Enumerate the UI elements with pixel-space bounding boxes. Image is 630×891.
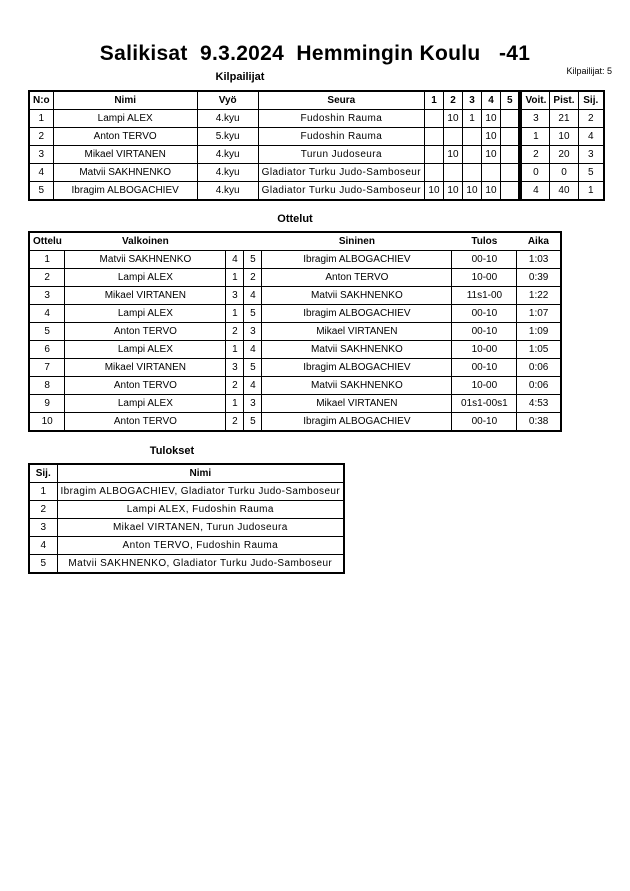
- white-cell: Anton TERVO: [65, 377, 226, 395]
- white-cell: Lampi ALEX: [65, 269, 226, 287]
- round-cell: [481, 164, 500, 182]
- blue-no-cell: 4: [244, 341, 262, 359]
- time-cell: 0:06: [517, 359, 561, 377]
- white-cell: Matvii SAKHNENKO: [65, 251, 226, 269]
- result-row: [29, 537, 344, 555]
- match-row: [29, 323, 561, 341]
- round-cell: 10: [443, 110, 462, 128]
- match-row: [29, 305, 561, 323]
- competitor-row: [29, 182, 519, 201]
- match-no-cell: 2: [29, 269, 65, 287]
- points-cell: 21: [550, 110, 578, 128]
- no-cell: 5: [29, 182, 53, 201]
- result-name-cell: Mikael VIRTANEN, Turun Judoseura: [57, 519, 344, 537]
- place-header: Sij.: [578, 91, 604, 110]
- result-cell: 00-10: [452, 359, 517, 377]
- round-cell: 10: [481, 110, 500, 128]
- match-no-cell: 6: [29, 341, 65, 359]
- name-cell: Mikael VIRTANEN: [53, 146, 197, 164]
- wins-cell: 1: [521, 128, 549, 146]
- place-cell: 2: [578, 110, 604, 128]
- page-title: Salikisat 9.3.2024 Hemmingin Koulu -41: [99, 42, 531, 65]
- match-row: [29, 251, 561, 269]
- match-no-cell: 5: [29, 323, 65, 341]
- wins-cell: 3: [521, 110, 549, 128]
- result-cell: 01s1-00s1: [452, 395, 517, 413]
- club-cell: Fudoshin Rauma: [258, 128, 424, 146]
- place-cell: 5: [29, 555, 57, 574]
- round-header-1: 1: [424, 91, 443, 110]
- result-row: [29, 555, 344, 574]
- white-no-cell: 2: [226, 413, 244, 432]
- blue-no-cell: 2: [244, 269, 262, 287]
- place-cell: 4: [578, 128, 604, 146]
- blue-cell: Matvii SAKHNENKO: [262, 287, 452, 305]
- match-row: [29, 269, 561, 287]
- no-cell: 2: [29, 128, 53, 146]
- white-no-header: [226, 232, 244, 251]
- round-header-3: 3: [462, 91, 481, 110]
- blue-no-cell: 5: [244, 251, 262, 269]
- match-no-cell: 4: [29, 305, 65, 323]
- competitors-header-row: [29, 91, 519, 110]
- time-cell: 4:53: [517, 395, 561, 413]
- blue-cell: Anton TERVO: [262, 269, 452, 287]
- white-cell: Mikael VIRTANEN: [65, 359, 226, 377]
- match-no-cell: 3: [29, 287, 65, 305]
- matches-header-row: [29, 232, 561, 251]
- name-header: Nimi: [53, 91, 197, 110]
- name-cell: Anton TERVO: [53, 128, 197, 146]
- round-cell: [500, 128, 519, 146]
- blue-no-cell: 5: [244, 413, 262, 432]
- competitor-row: [29, 128, 519, 146]
- blue-cell: Ibragim ALBOGACHIEV: [262, 251, 452, 269]
- match-row: [29, 287, 561, 305]
- white-no-cell: 3: [226, 359, 244, 377]
- points-cell: 20: [550, 146, 578, 164]
- club-cell: Fudoshin Rauma: [258, 110, 424, 128]
- match-row: [29, 395, 561, 413]
- competitor-row: [29, 110, 519, 128]
- score-row: [521, 164, 604, 182]
- competitor-row: [29, 164, 519, 182]
- club-header: Seura: [258, 91, 424, 110]
- competitor-row: [29, 146, 519, 164]
- results-section-title: Tulokset: [149, 445, 195, 457]
- round-cell: 10: [481, 128, 500, 146]
- competitors-section-title: Kilpailijat: [215, 71, 265, 83]
- match-row: [29, 359, 561, 377]
- blue-cell: Ibragim ALBOGACHIEV: [262, 359, 452, 377]
- white-no-cell: 3: [226, 287, 244, 305]
- white-cell: Mikael VIRTANEN: [65, 287, 226, 305]
- place-cell: 1: [29, 483, 57, 501]
- blue-cell: Ibragim ALBOGACHIEV: [262, 413, 452, 432]
- result-row: [29, 483, 344, 501]
- competitors-score-table: [520, 90, 605, 201]
- blue-header: Sininen: [262, 232, 452, 251]
- competitors-table: [28, 90, 605, 201]
- blue-no-cell: 3: [244, 395, 262, 413]
- competitors-main-table: [28, 90, 520, 201]
- result-cell: 00-10: [452, 323, 517, 341]
- round-cell: [424, 146, 443, 164]
- score-row: [521, 110, 604, 128]
- blue-no-cell: 5: [244, 305, 262, 323]
- round-header-4: 4: [481, 91, 500, 110]
- points-header: Pist.: [550, 91, 578, 110]
- result-name-cell: Ibragim ALBOGACHIEV, Gladiator Turku Judo-Samboseur: [57, 483, 344, 501]
- time-cell: 1:09: [517, 323, 561, 341]
- wins-cell: 0: [521, 164, 549, 182]
- white-no-cell: 2: [226, 323, 244, 341]
- score-row: [521, 146, 604, 164]
- round-cell: [500, 182, 519, 201]
- results-table: [28, 463, 345, 574]
- white-cell: Lampi ALEX: [65, 395, 226, 413]
- place-cell: 4: [29, 537, 57, 555]
- round-cell: 10: [443, 146, 462, 164]
- time-cell: 1:03: [517, 251, 561, 269]
- white-cell: Anton TERVO: [65, 323, 226, 341]
- no-cell: 4: [29, 164, 53, 182]
- name-cell: Lampi ALEX: [53, 110, 197, 128]
- wins-cell: 4: [521, 182, 549, 201]
- place-cell: 5: [578, 164, 604, 182]
- place-cell: 3: [29, 519, 57, 537]
- wins-header: Voit.: [521, 91, 549, 110]
- round-cell: 1: [462, 110, 481, 128]
- score-row: [521, 182, 604, 201]
- round-cell: [424, 164, 443, 182]
- round-cell: [462, 146, 481, 164]
- round-cell: [443, 128, 462, 146]
- time-cell: 0:06: [517, 377, 561, 395]
- time-cell: 0:39: [517, 269, 561, 287]
- round-cell: [500, 146, 519, 164]
- place-cell: 3: [578, 146, 604, 164]
- time-cell: 1:22: [517, 287, 561, 305]
- round-cell: 10: [481, 146, 500, 164]
- round-cell: [424, 110, 443, 128]
- result-cell: 00-10: [452, 251, 517, 269]
- no-cell: 3: [29, 146, 53, 164]
- result-cell: 11s1-00: [452, 287, 517, 305]
- result-name-cell: Anton TERVO, Fudoshin Rauma: [57, 537, 344, 555]
- white-no-cell: 1: [226, 395, 244, 413]
- belt-cell: 4.kyu: [197, 146, 258, 164]
- round-cell: 10: [424, 182, 443, 201]
- round-cell: [500, 164, 519, 182]
- white-cell: Lampi ALEX: [65, 341, 226, 359]
- belt-cell: 4.kyu: [197, 164, 258, 182]
- result-cell: 10-00: [452, 377, 517, 395]
- white-no-cell: 1: [226, 269, 244, 287]
- results-table-grid: [28, 463, 345, 574]
- round-cell: [462, 164, 481, 182]
- matches-table-grid: [28, 231, 562, 432]
- blue-cell: Matvii SAKHNENKO: [262, 377, 452, 395]
- result-name-cell: Matvii SAKHNENKO, Gladiator Turku Judo-Samboseur: [57, 555, 344, 574]
- result-cell: 00-10: [452, 413, 517, 432]
- time-cell: 0:38: [517, 413, 561, 432]
- time-header: Aika: [517, 232, 561, 251]
- white-header: Valkoinen: [65, 232, 226, 251]
- blue-cell: Ibragim ALBOGACHIEV: [262, 305, 452, 323]
- white-no-cell: 4: [226, 251, 244, 269]
- points-cell: 40: [550, 182, 578, 201]
- points-cell: 10: [550, 128, 578, 146]
- blue-cell: Mikael VIRTANEN: [262, 323, 452, 341]
- belt-cell: 4.kyu: [197, 110, 258, 128]
- round-cell: [424, 128, 443, 146]
- match-no-cell: 10: [29, 413, 65, 432]
- place-cell: 1: [578, 182, 604, 201]
- matches-table: [28, 231, 562, 432]
- blue-no-cell: 4: [244, 287, 262, 305]
- no-cell: 1: [29, 110, 53, 128]
- blue-no-cell: 3: [244, 323, 262, 341]
- score-row: [521, 128, 604, 146]
- result-cell: 10-00: [452, 341, 517, 359]
- name-cell: Matvii SAKHNENKO: [53, 164, 197, 182]
- white-cell: Anton TERVO: [65, 413, 226, 432]
- club-cell: Gladiator Turku Judo-Samboseur: [258, 182, 424, 201]
- match-no-cell: 7: [29, 359, 65, 377]
- round-header-5: 5: [500, 91, 519, 110]
- score-header-row: [521, 91, 604, 110]
- belt-cell: 5.kyu: [197, 128, 258, 146]
- result-row: [29, 519, 344, 537]
- match-no-cell: 1: [29, 251, 65, 269]
- wins-cell: 2: [521, 146, 549, 164]
- match-row: [29, 413, 561, 432]
- white-no-cell: 1: [226, 305, 244, 323]
- match-row: [29, 341, 561, 359]
- belt-header: Vyö: [197, 91, 258, 110]
- blue-no-header: [244, 232, 262, 251]
- round-cell: 10: [481, 182, 500, 201]
- white-cell: Lampi ALEX: [65, 305, 226, 323]
- club-cell: Turun Judoseura: [258, 146, 424, 164]
- name-cell: Ibragim ALBOGACHIEV: [53, 182, 197, 201]
- blue-no-cell: 5: [244, 359, 262, 377]
- place-header: Sij.: [29, 464, 57, 483]
- result-header: Tulos: [452, 232, 517, 251]
- match-no-header: Ottelu: [29, 232, 65, 251]
- round-cell: [462, 128, 481, 146]
- points-cell: 0: [550, 164, 578, 182]
- white-no-cell: 2: [226, 377, 244, 395]
- match-no-cell: 8: [29, 377, 65, 395]
- matches-section-title: Ottelut: [277, 213, 313, 225]
- blue-cell: Mikael VIRTANEN: [262, 395, 452, 413]
- result-name-cell: Lampi ALEX, Fudoshin Rauma: [57, 501, 344, 519]
- no-header: N:o: [29, 91, 53, 110]
- blue-no-cell: 4: [244, 377, 262, 395]
- competitors-count-label: Kilpailijat: 5: [566, 66, 612, 76]
- match-row: [29, 377, 561, 395]
- round-cell: 10: [462, 182, 481, 201]
- name-header: Nimi: [57, 464, 344, 483]
- result-row: [29, 501, 344, 519]
- place-cell: 2: [29, 501, 57, 519]
- blue-cell: Matvii SAKHNENKO: [262, 341, 452, 359]
- round-cell: 10: [443, 182, 462, 201]
- match-no-cell: 9: [29, 395, 65, 413]
- white-no-cell: 1: [226, 341, 244, 359]
- time-cell: 1:07: [517, 305, 561, 323]
- result-cell: 10-00: [452, 269, 517, 287]
- belt-cell: 4.kyu: [197, 182, 258, 201]
- results-header-row: [29, 464, 344, 483]
- round-cell: [500, 110, 519, 128]
- round-cell: [443, 164, 462, 182]
- result-cell: 00-10: [452, 305, 517, 323]
- club-cell: Gladiator Turku Judo-Samboseur: [258, 164, 424, 182]
- time-cell: 1:05: [517, 341, 561, 359]
- round-header-2: 2: [443, 91, 462, 110]
